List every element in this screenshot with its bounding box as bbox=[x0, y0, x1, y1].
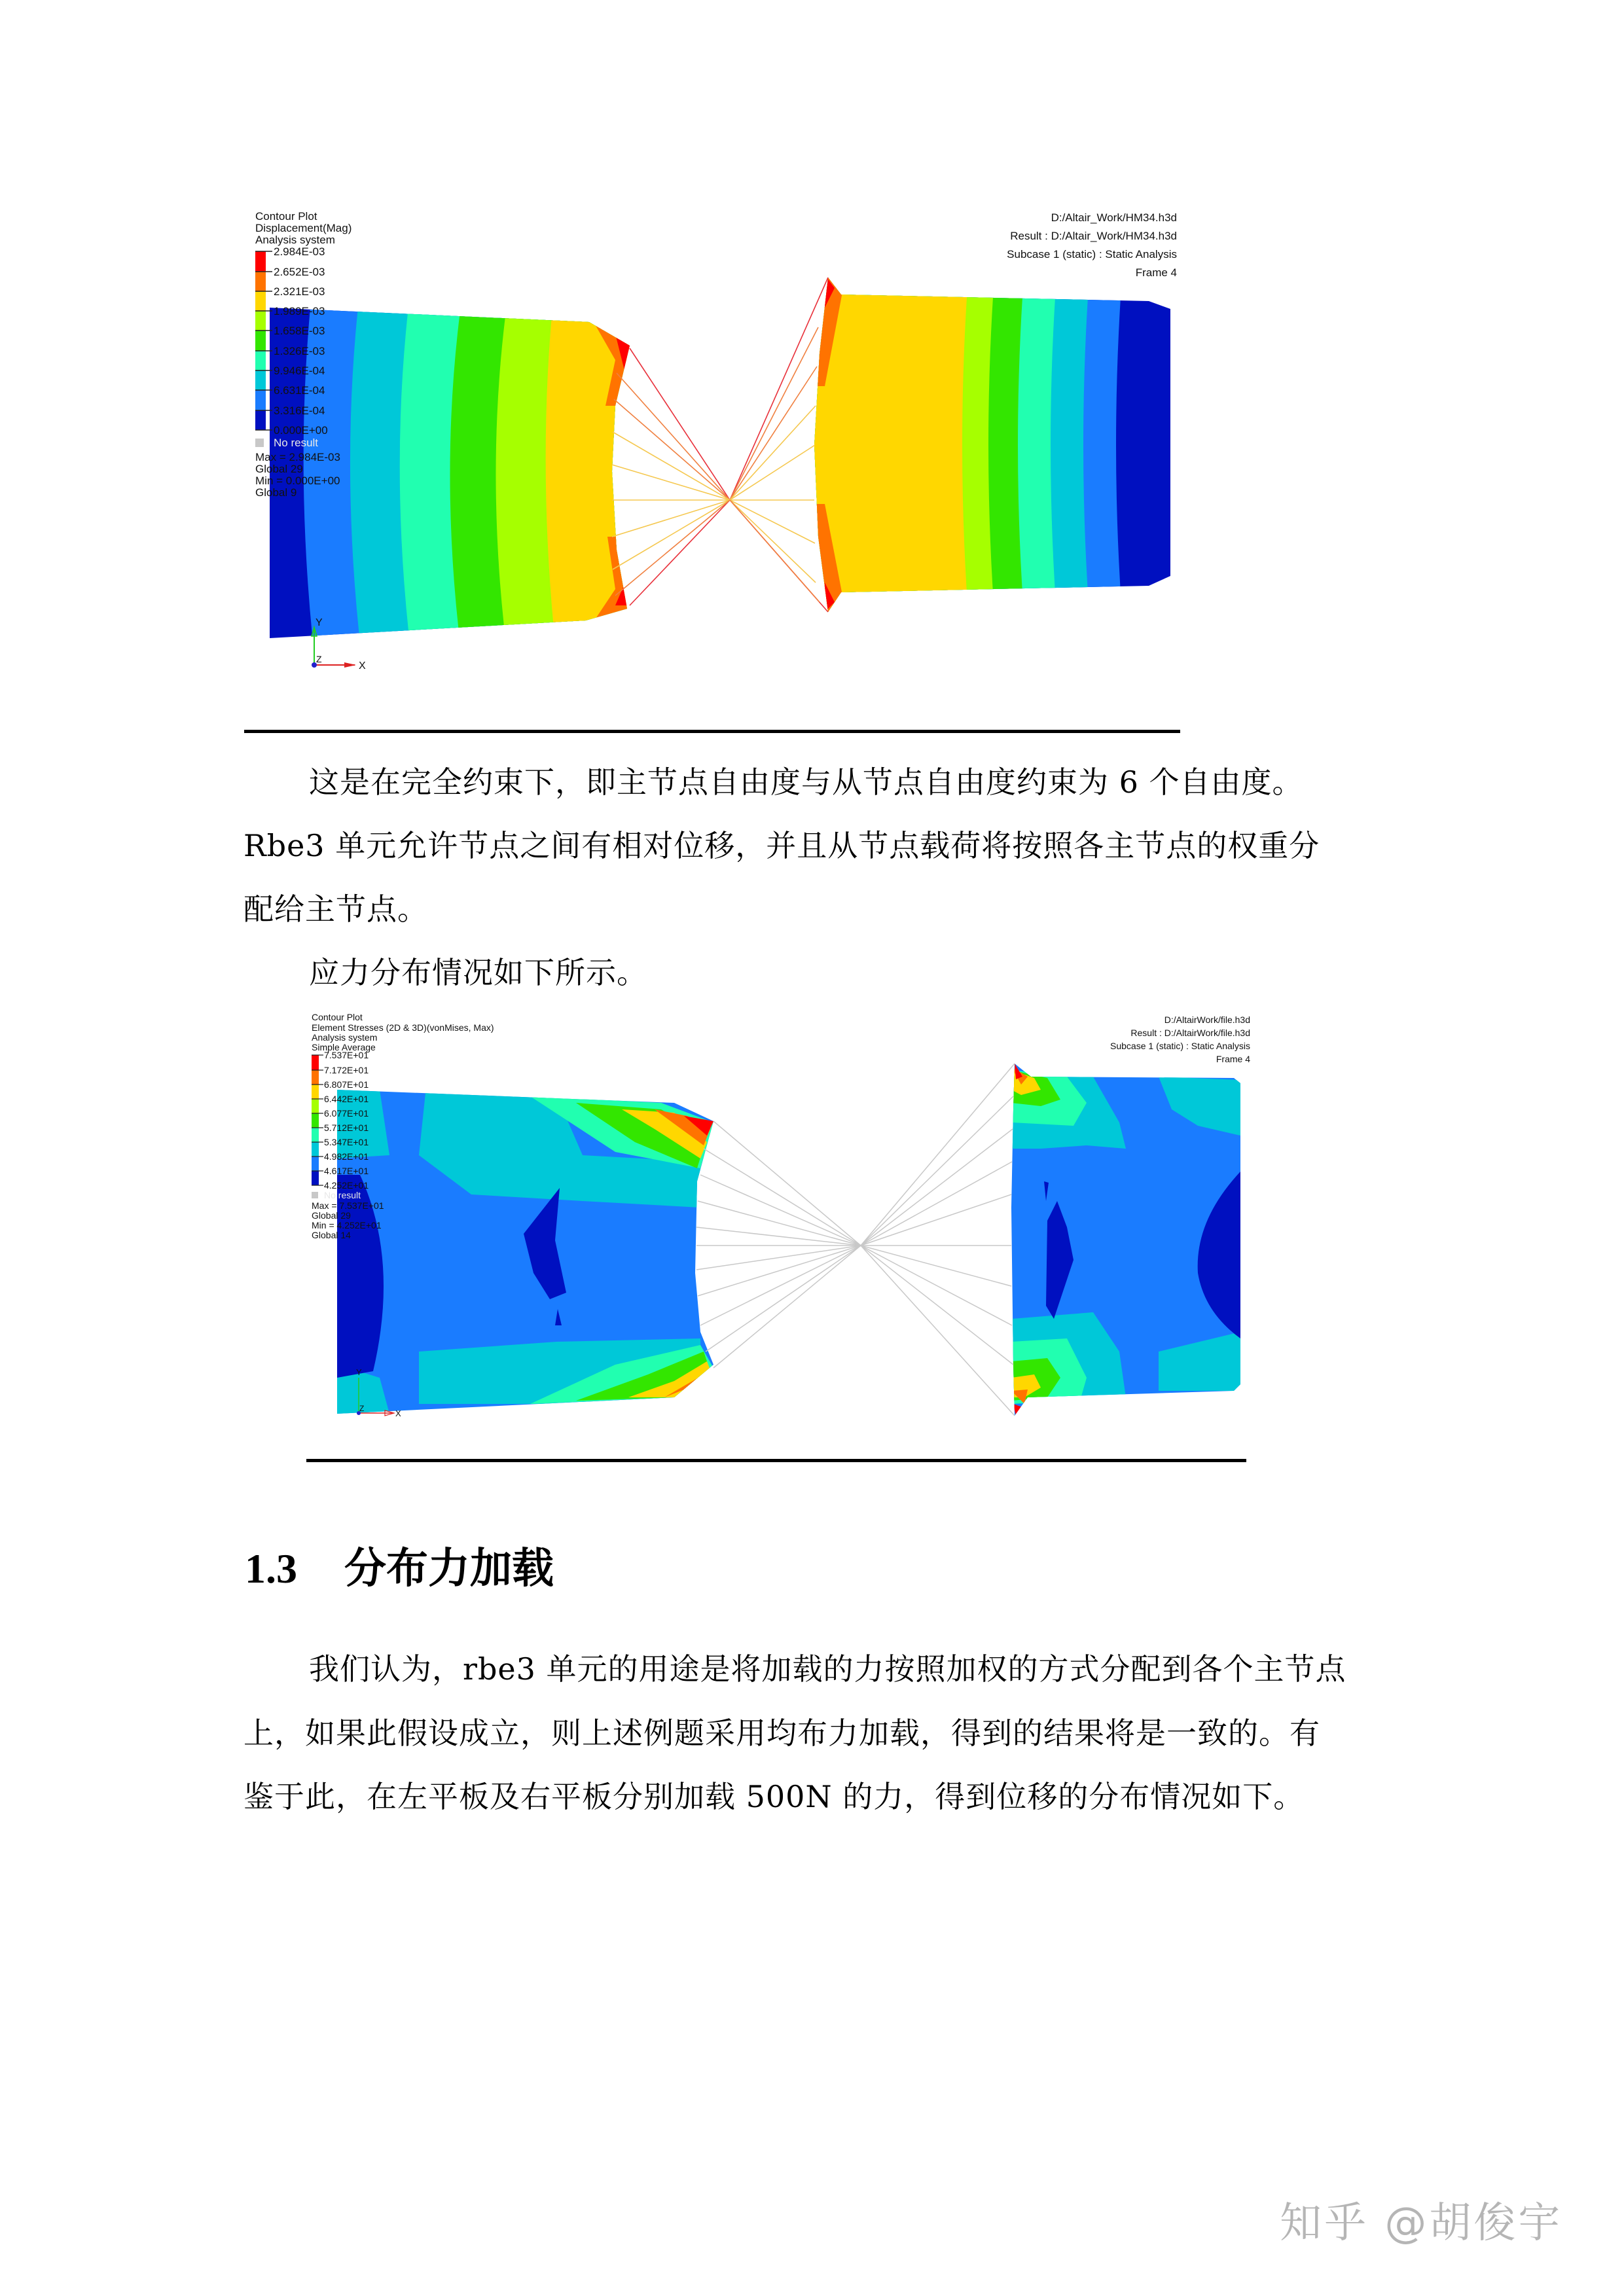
figure2-divider bbox=[306, 1459, 1246, 1462]
section-heading bbox=[245, 1535, 554, 1595]
displacement-result-info bbox=[1007, 211, 1177, 279]
svg-text:Analysis system: Analysis system bbox=[255, 234, 335, 246]
svg-text:X: X bbox=[359, 660, 366, 672]
svg-text:9.946E-04: 9.946E-04 bbox=[274, 365, 325, 377]
svg-text:Y: Y bbox=[316, 617, 323, 628]
svg-text:Global 29: Global 29 bbox=[312, 1210, 351, 1221]
svg-text:3.316E-04: 3.316E-04 bbox=[274, 404, 325, 417]
svg-text:Z: Z bbox=[359, 1404, 365, 1413]
paragraph-line: 上，如果此假设成立，则上述例题采用均布力加载，得到的结果将是一致的。有 bbox=[244, 1715, 1320, 1751]
svg-text:Global 14: Global 14 bbox=[312, 1230, 351, 1240]
paragraph-line: 我们认为，rbe3 单元的用途是将加载的力按照加权的方式分配到各个主节点 bbox=[309, 1651, 1346, 1687]
svg-text:6.077E+01: 6.077E+01 bbox=[324, 1108, 369, 1119]
svg-text:No result: No result bbox=[274, 437, 319, 449]
svg-text:Max = 2.984E-03: Max = 2.984E-03 bbox=[255, 451, 340, 463]
svg-text:6.631E-04: 6.631E-04 bbox=[274, 384, 325, 397]
rbe3-spider-lines bbox=[612, 278, 828, 612]
svg-text:Subcase 1 (static) : Static An: Subcase 1 (static) : Static Analysis bbox=[1110, 1041, 1250, 1051]
svg-text:Global 29: Global 29 bbox=[255, 463, 303, 475]
svg-text:Global 9: Global 9 bbox=[255, 486, 297, 499]
displacement-contour-plot bbox=[249, 209, 1191, 681]
svg-text:7.537E+01: 7.537E+01 bbox=[324, 1050, 369, 1060]
svg-text:4.982E+01: 4.982E+01 bbox=[324, 1151, 369, 1162]
svg-text:2.652E-03: 2.652E-03 bbox=[274, 266, 325, 278]
svg-text:0.000E+00: 0.000E+00 bbox=[274, 424, 328, 437]
stress-result-info bbox=[1110, 1014, 1250, 1064]
svg-text:Element Stresses (2D & 3D)(von: Element Stresses (2D & 3D)(vonMises, Max) bbox=[312, 1022, 494, 1033]
svg-text:Z: Z bbox=[316, 654, 322, 664]
paragraph-line: Rbe3 单元允许节点之间有相对位移，并且从节点载荷将按照各主节点的权重分 bbox=[244, 828, 1320, 863]
svg-text:No result: No result bbox=[324, 1190, 361, 1200]
svg-text:Result : D:/Altair_Work/HM34.h: Result : D:/Altair_Work/HM34.h3d bbox=[1010, 230, 1177, 242]
paragraph-line: 鉴于此，在左平板及右平板分别加载 500N 的力，得到位移的分布情况如下。 bbox=[244, 1779, 1305, 1814]
paragraph-stress-intro: 应力分布情况如下所示。 bbox=[309, 955, 647, 990]
svg-text:5.347E+01: 5.347E+01 bbox=[324, 1137, 369, 1147]
svg-text:6.442E+01: 6.442E+01 bbox=[324, 1094, 369, 1104]
svg-text:Analysis system: Analysis system bbox=[312, 1032, 378, 1043]
svg-text:D:/Altair_Work/HM34.h3d: D:/Altair_Work/HM34.h3d bbox=[1051, 211, 1177, 224]
svg-text:Frame 4: Frame 4 bbox=[1216, 1054, 1250, 1064]
rbe3-spider-lines bbox=[696, 1064, 1015, 1416]
stress-contour-plot bbox=[308, 1011, 1257, 1424]
figure1-divider bbox=[244, 730, 1180, 733]
svg-text:Min = 4.252E+01: Min = 4.252E+01 bbox=[312, 1220, 382, 1230]
section-number: 1.3 bbox=[245, 1545, 297, 1592]
svg-text:Frame 4: Frame 4 bbox=[1135, 266, 1177, 279]
svg-text:7.172E+01: 7.172E+01 bbox=[324, 1065, 369, 1075]
paragraph-line: 这是在完全约束下，即主节点自由度与从节点自由度约束为 6 个自由度。 bbox=[309, 764, 1303, 800]
svg-text:1.326E-03: 1.326E-03 bbox=[274, 345, 325, 357]
svg-text:Min = 0.000E+00: Min = 0.000E+00 bbox=[255, 475, 340, 487]
svg-text:X: X bbox=[395, 1408, 401, 1418]
svg-text:Subcase 1 (static) : Static An: Subcase 1 (static) : Static Analysis bbox=[1007, 248, 1177, 260]
svg-text:Simple Average: Simple Average bbox=[312, 1042, 376, 1052]
svg-text:D:/AltairWork/file.h3d: D:/AltairWork/file.h3d bbox=[1164, 1014, 1250, 1025]
section-title: 分布力加载 bbox=[344, 1544, 554, 1593]
svg-text:Contour Plot: Contour Plot bbox=[312, 1012, 363, 1022]
stress-contour-figure bbox=[308, 1011, 1257, 1424]
svg-text:1.989E-03: 1.989E-03 bbox=[274, 305, 325, 317]
svg-text:1.658E-03: 1.658E-03 bbox=[274, 325, 325, 337]
svg-text:2.984E-03: 2.984E-03 bbox=[274, 245, 325, 258]
displacement-contour-figure bbox=[249, 209, 1191, 681]
svg-text:Result : D:/AltairWork/file.h3: Result : D:/AltairWork/file.h3d bbox=[1130, 1028, 1250, 1038]
svg-text:2.321E-03: 2.321E-03 bbox=[274, 285, 325, 298]
svg-text:Max = 7.537E+01: Max = 7.537E+01 bbox=[312, 1200, 384, 1211]
svg-text:Y: Y bbox=[356, 1367, 362, 1377]
svg-text:Displacement(Mag): Displacement(Mag) bbox=[255, 222, 352, 234]
paragraph-line: 配给主节点。 bbox=[244, 891, 428, 927]
svg-text:5.712E+01: 5.712E+01 bbox=[324, 1122, 369, 1133]
svg-text:Contour Plot: Contour Plot bbox=[255, 210, 317, 223]
svg-text:4.252E+01: 4.252E+01 bbox=[324, 1180, 369, 1191]
svg-text:6.807E+01: 6.807E+01 bbox=[324, 1079, 369, 1090]
svg-text:4.617E+01: 4.617E+01 bbox=[324, 1166, 369, 1176]
zhihu-watermark: 知乎 @胡俊宇 bbox=[1280, 2199, 1563, 2248]
